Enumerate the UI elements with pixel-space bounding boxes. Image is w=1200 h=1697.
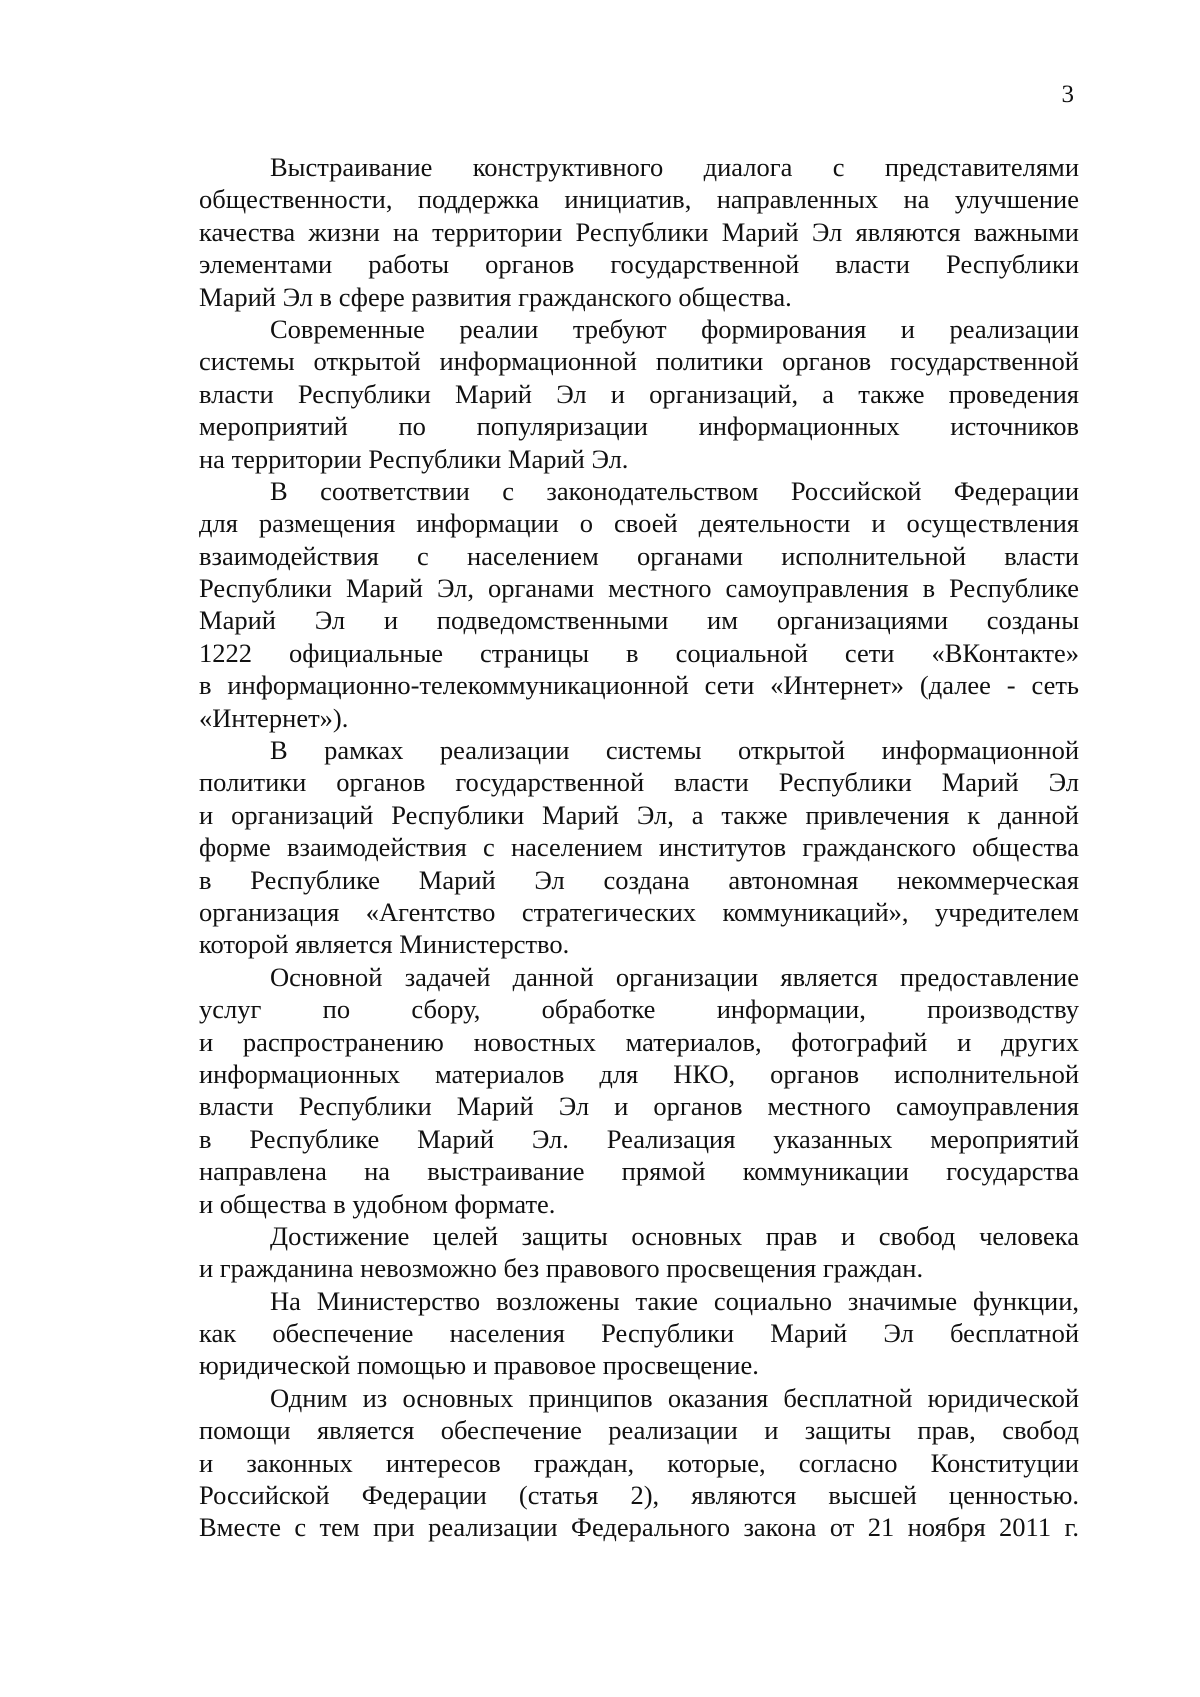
text-line: элементами работы органов государственной власти Республики: [199, 249, 1079, 280]
text-line: в Республике Марий Эл. Реализация указанных мероприятий: [199, 1123, 1079, 1154]
text-line: и организаций Республики Марий Эл, а также привлечения к данной: [199, 799, 1079, 830]
text-line: политики органов государственной власти Республики Марий Эл: [199, 767, 1079, 798]
text-line: на территории Республики Марий Эл.: [199, 443, 629, 474]
paragraph: [199, 961, 1079, 1220]
text-line: Выстраивание конструктивного диалога с представителями: [270, 152, 1079, 182]
text-line: общественности, поддержка инициатив, направленных на улучшение: [199, 184, 1079, 215]
text-line: в информационно-телекоммуникационной сети «Интернет» (далее - сеть: [199, 670, 1079, 701]
text-line: как обеспечение населения Республики Марий Эл бесплатной: [199, 1318, 1079, 1349]
text-line: 1222 официальные страницы в социальной сети «ВКонтакте»: [199, 637, 1079, 668]
text-line: информационных материалов для НКО, органов исполнительной: [199, 1058, 1079, 1089]
text-line: форме взаимодействия с населением институтов гражданского общества: [199, 832, 1079, 863]
paragraph: [199, 1285, 1079, 1382]
text-line: качества жизни на территории Республики Марий Эл являются важными: [199, 216, 1079, 247]
text-line: «Интернет»).: [199, 702, 349, 733]
text-line: системы открытой информационной политики органов государственной: [199, 346, 1079, 377]
text-line: Российской Федерации (статья 2), являются высшей ценностью.: [199, 1480, 1079, 1511]
text-line: Вместе с тем при реализации Федерального закона от 21 ноября 2011 г.: [199, 1512, 1079, 1543]
text-line: и распространению новостных материалов, фотографий и других: [199, 1026, 1079, 1057]
text-line: Достижение целей защиты основных прав и свобод человека: [270, 1220, 1079, 1251]
paragraph: [199, 734, 1079, 961]
paragraph: [199, 151, 1079, 313]
paragraph: [199, 1220, 1079, 1285]
text-line: мероприятий по популяризации информационных источников: [199, 411, 1079, 442]
text-line: и общества в удобном формате.: [199, 1188, 556, 1219]
paragraph: [199, 1382, 1079, 1544]
text-line: и гражданина невозможно без правового просвещения граждан.: [199, 1253, 924, 1284]
text-line: юридической помощью и правовое просвещение.: [199, 1350, 759, 1381]
paragraph: [199, 475, 1079, 734]
text-line: взаимодействия с населением органами исполнительной власти: [199, 540, 1079, 571]
document-body: [199, 151, 1079, 1544]
page-number: 3: [1061, 81, 1074, 108]
text-line: Основной задачей данной организации является предоставление: [270, 961, 1079, 992]
text-line: и законных интересов граждан, которые, согласно Конституции: [199, 1447, 1079, 1478]
text-line: помощи является обеспечение реализации и защиты прав, свобод: [199, 1415, 1079, 1446]
text-line: направлена на выстраивание прямой коммуникации государства: [199, 1156, 1079, 1187]
text-line: для размещения информации о своей деятельности и осуществления: [199, 508, 1079, 539]
text-line: Современные реалии требуют формирования и реализации: [270, 313, 1079, 344]
text-line: в Республике Марий Эл создана автономная некоммерческая: [199, 864, 1079, 895]
text-line: Одним из основных принципов оказания бесплатной юридической: [270, 1382, 1079, 1413]
text-line: услуг по сбору, обработке информации, производству: [199, 994, 1079, 1025]
text-line: организация «Агентство стратегических коммуникаций», учредителем: [199, 896, 1079, 927]
text-line: На Министерство возложены такие социально значимые функции,: [270, 1285, 1079, 1316]
text-line: власти Республики Марий Эл и органов местного самоуправления: [199, 1091, 1079, 1122]
text-line: которой является Министерство.: [199, 929, 570, 960]
text-line: Марий Эл в сфере развития гражданского общества.: [199, 281, 792, 312]
text-line: Марий Эл и подведомственными им организациями созданы: [199, 605, 1079, 636]
text-line: Республики Марий Эл, органами местного самоуправления в Республике: [199, 573, 1079, 604]
text-line: В рамках реализации системы открытой информационной: [270, 735, 1079, 766]
paragraph: [199, 313, 1079, 475]
text-line: власти Республики Марий Эл и организаций, а также проведения: [199, 378, 1079, 409]
text-line: В соответствии с законодательством Российской Федерации: [270, 475, 1079, 506]
